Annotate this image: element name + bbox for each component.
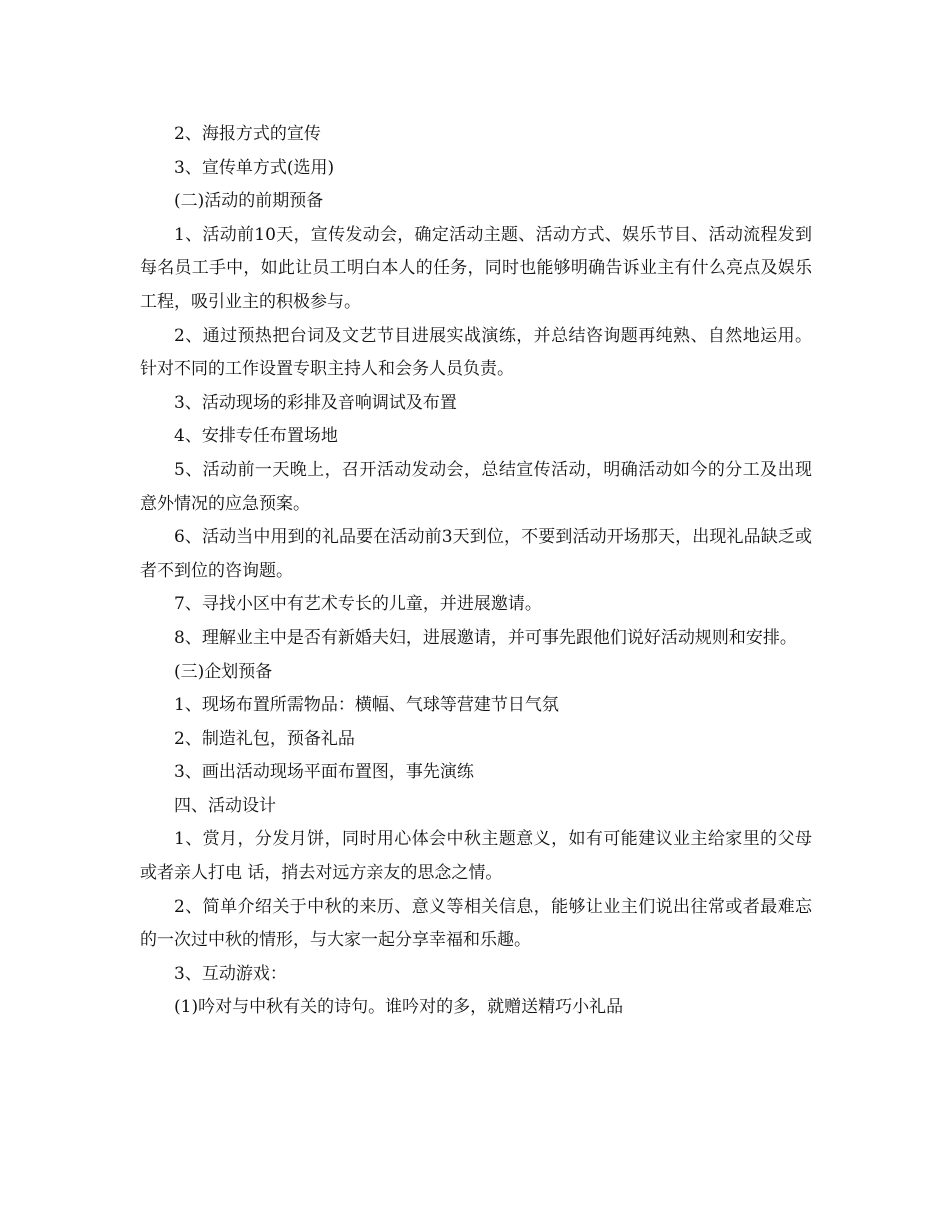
paragraph-planning-item-2: 2、制造礼包，预备礼品 — [174, 728, 355, 749]
paragraph-design-item-2: 2、简单介绍关于中秋的来历、意义等相关信息，能够让业主们说出往常或者最难忘的一次过中秋的情形，与大家一起分享幸福和乐趣。 — [140, 896, 812, 951]
section-heading-planning: (三)企划预备 — [174, 661, 273, 682]
paragraph-poster-promotion: 2、海报方式的宣传 — [174, 124, 321, 144]
paragraph-planning-item-3: 3、画出活动现场平面布置图，事先演练 — [174, 762, 474, 783]
paragraph-prep-item-3: 3、活动现场的彩排及音响调试及布置 — [174, 392, 457, 413]
paragraph-design-item-1: 1、赏月，分发月饼，同时用心体会中秋主题意义，如有可能建议业主给家里的父母或者亲人打电 话，捎去对远方亲友的思念之情。 — [140, 829, 812, 884]
section-heading-preparation: (二)活动的前期预备 — [174, 191, 324, 212]
paragraph-prep-item-2: 2、通过预热把台词及文艺节目进展实战演练，并总结咨询题再纯熟、自然地运用。针对不同的工作设置专职主持人和会务人员负责。 — [140, 325, 812, 380]
paragraph-prep-item-6: 6、活动当中用到的礼品要在活动前3天到位，不要到活动开场那天，出现礼品缺乏或者不到位的咨询题。 — [140, 527, 812, 581]
paragraph-prep-item-7: 7、寻找小区中有艺术专长的儿童，并进展邀请。 — [174, 594, 542, 615]
paragraph-game-item-1: (1)吟对与中秋有关的诗句。谁吟对的多，就赠送精巧小礼品 — [174, 997, 624, 1018]
paragraph-prep-item-1: 1、活动前10天，宣传发动会，确定活动主题、活动方式、娱乐节目、活动流程发到每名员工手中，如此让员工明白本人的任务，同时也能够明确告诉业主有什么亮点及娱乐工程，吸引业主的积极参与。 — [140, 224, 812, 312]
paragraph-design-item-3: 3、互动游戏： — [174, 963, 287, 984]
paragraph-planning-item-1: 1、现场布置所需物品：横幅、气球等营建节日气氛 — [174, 695, 559, 716]
paragraph-prep-item-8: 8、理解业主中是否有新婚夫妇，进展邀请，并可事先跟他们说好活动规则和安排。 — [174, 627, 797, 648]
document-body — [140, 118, 812, 1025]
section-heading-activity-design: 四、活动设计 — [174, 795, 276, 816]
paragraph-prep-item-5: 5、活动前一天晚上，召开活动发动会，总结宣传活动，明确活动如今的分工及出现意外情况的应急预案。 — [140, 459, 812, 514]
paragraph-prep-item-4: 4、安排专任布置场地 — [174, 426, 338, 447]
paragraph-flyer-promotion: 3、宣传单方式(选用) — [174, 157, 335, 178]
